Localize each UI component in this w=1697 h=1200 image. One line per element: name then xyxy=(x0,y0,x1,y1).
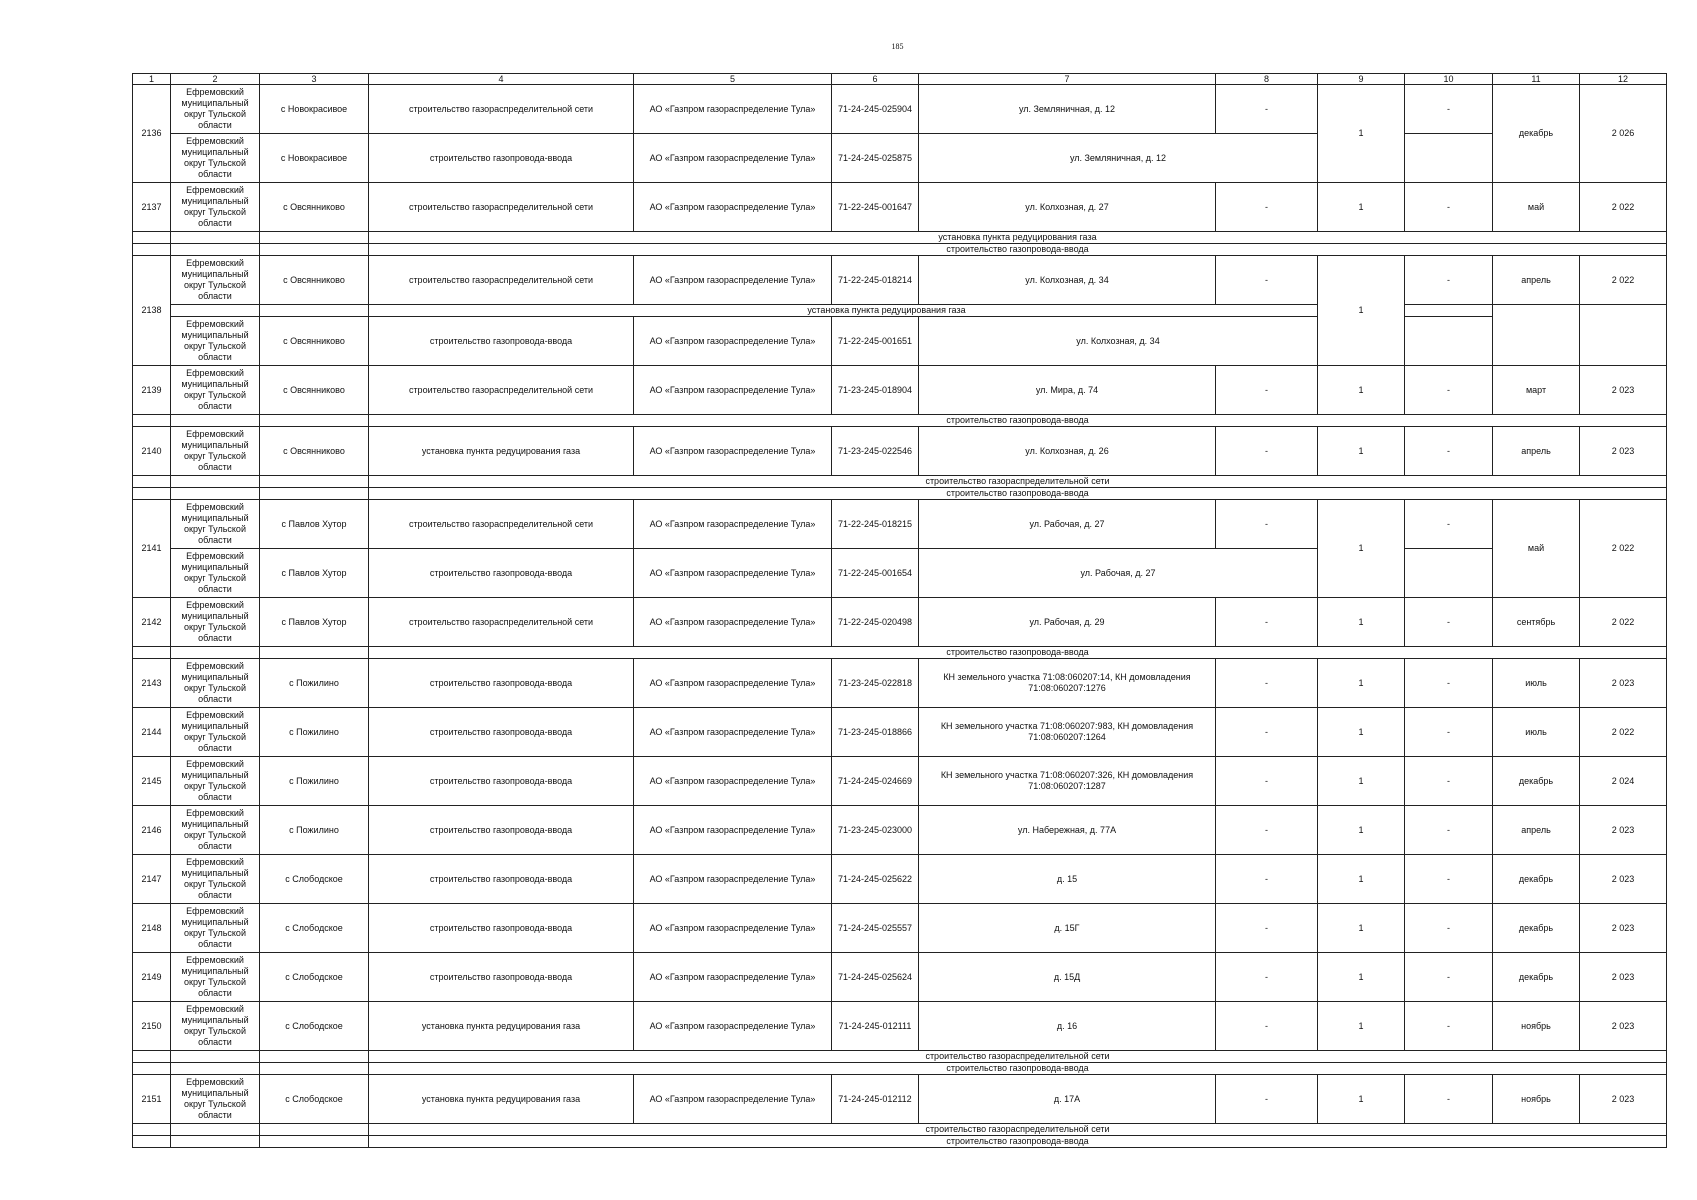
sub-work-row xyxy=(133,232,1667,244)
sub-work-cell: строительство газопровода-ввода xyxy=(369,1063,1667,1075)
table-row xyxy=(133,659,1667,708)
column-8-cell: - xyxy=(1216,855,1318,904)
sub-work-cell: строительство газопровода-ввода xyxy=(369,244,1667,256)
column-header: 10 xyxy=(1405,74,1493,85)
table-row xyxy=(133,904,1667,953)
row-number: 2145 xyxy=(133,757,171,806)
work-type-cell: строительство газопровода-ввода xyxy=(369,904,634,953)
column-9-cell: 1 xyxy=(1318,904,1405,953)
column-10-cell: - xyxy=(1405,85,1493,134)
organization-cell: АО «Газпром газораспределение Тула» xyxy=(634,1002,832,1051)
column-header: 7 xyxy=(919,74,1216,85)
village-cell: с Слободское xyxy=(260,904,369,953)
row-number: 2150 xyxy=(133,1002,171,1051)
year-cell: 2 026 xyxy=(1580,85,1667,183)
table-row xyxy=(133,427,1667,476)
sub-work-cell: строительство газораспределительной сети xyxy=(369,1051,1667,1063)
organization-cell: АО «Газпром газораспределение Тула» xyxy=(634,85,832,134)
district-cell: Ефремовский муниципальный округ Тульской области xyxy=(171,256,260,305)
work-type-cell: строительство газопровода-ввода xyxy=(369,757,634,806)
column-9-cell: 1 xyxy=(1318,598,1405,647)
address-cell: д. 17А xyxy=(919,1075,1216,1124)
address-cell: ул. Колхозная, д. 34 xyxy=(919,317,1318,366)
village-cell: с Овсянниково xyxy=(260,427,369,476)
organization-cell: АО «Газпром газораспределение Тула» xyxy=(634,708,832,757)
month-cell: март xyxy=(1493,366,1580,415)
year-cell: 2 023 xyxy=(1580,427,1667,476)
column-header: 11 xyxy=(1493,74,1580,85)
work-type-cell: строительство газопровода-ввода xyxy=(369,806,634,855)
column-8-cell: - xyxy=(1216,806,1318,855)
organization-cell: АО «Газпром газораспределение Тула» xyxy=(634,500,832,549)
village-cell: с Павлов Хутор xyxy=(260,549,369,598)
table-row xyxy=(133,757,1667,806)
address-cell: КН земельного участка 71:08:060207:14, КН домовладения 71:08:060207:1276 xyxy=(919,659,1216,708)
work-type-cell: строительство газораспределительной сети xyxy=(369,256,634,305)
month-cell: сентябрь xyxy=(1493,598,1580,647)
year-cell: 2 022 xyxy=(1580,598,1667,647)
gasification-register-table xyxy=(132,73,1667,1148)
work-type-cell: установка пункта редуцирования газа xyxy=(369,1002,634,1051)
row-number: 2137 xyxy=(133,183,171,232)
address-cell: д. 15Г xyxy=(919,904,1216,953)
month-cell: ноябрь xyxy=(1493,1002,1580,1051)
row-number: 2143 xyxy=(133,659,171,708)
column-10-cell: - xyxy=(1405,659,1493,708)
work-type-cell: строительство газопровода-ввода xyxy=(369,708,634,757)
sub-work-row xyxy=(133,647,1667,659)
application-code-cell: 71-22-245-020498 xyxy=(832,598,919,647)
application-code-cell: 71-24-245-024669 xyxy=(832,757,919,806)
month-cell: май xyxy=(1493,183,1580,232)
organization-cell: АО «Газпром газораспределение Тула» xyxy=(634,317,832,366)
year-cell: 2 023 xyxy=(1580,904,1667,953)
column-10-cell: - xyxy=(1405,953,1493,1002)
village-cell: с Пожилино xyxy=(260,806,369,855)
sub-work-cell: строительство газопровода-ввода xyxy=(369,415,1667,427)
year-cell: 2 022 xyxy=(1580,500,1667,598)
column-header: 9 xyxy=(1318,74,1405,85)
application-code-cell: 71-24-245-025557 xyxy=(832,904,919,953)
row-number: 2142 xyxy=(133,598,171,647)
address-cell: ул. Набережная, д. 77А xyxy=(919,806,1216,855)
address-cell: КН земельного участка 71:08:060207:983, КН домовладения 71:08:060207:1264 xyxy=(919,708,1216,757)
address-cell: ул. Колхозная, д. 26 xyxy=(919,427,1216,476)
village-cell: с Слободское xyxy=(260,953,369,1002)
column-header: 8 xyxy=(1216,74,1318,85)
organization-cell: АО «Газпром газораспределение Тула» xyxy=(634,855,832,904)
application-code-cell: 71-22-245-018214 xyxy=(832,256,919,305)
column-10-cell: - xyxy=(1405,183,1493,232)
work-type-cell: строительство газораспределительной сети xyxy=(369,500,634,549)
application-code-cell: 71-23-245-018904 xyxy=(832,366,919,415)
application-code-cell: 71-24-245-012112 xyxy=(832,1075,919,1124)
organization-cell: АО «Газпром газораспределение Тула» xyxy=(634,256,832,305)
column-header: 1 xyxy=(133,74,171,85)
column-8-cell: - xyxy=(1216,1075,1318,1124)
district-cell: Ефремовский муниципальный округ Тульской области xyxy=(171,366,260,415)
table-row xyxy=(133,134,1667,183)
address-cell: ул. Мира, д. 74 xyxy=(919,366,1216,415)
year-cell: 2 022 xyxy=(1580,183,1667,232)
month-cell: декабрь xyxy=(1493,85,1580,183)
page-number: 185 xyxy=(891,42,904,51)
district-cell: Ефремовский муниципальный округ Тульской области xyxy=(171,598,260,647)
organization-cell: АО «Газпром газораспределение Тула» xyxy=(634,659,832,708)
month-cell: декабрь xyxy=(1493,757,1580,806)
column-9-cell: 1 xyxy=(1318,659,1405,708)
work-type-cell: строительство газораспределительной сети xyxy=(369,85,634,134)
year-cell: 2 024 xyxy=(1580,757,1667,806)
address-cell: КН земельного участка 71:08:060207:326, КН домовладения 71:08:060207:1287 xyxy=(919,757,1216,806)
table-row xyxy=(133,953,1667,1002)
address-cell: ул. Земляничная, д. 12 xyxy=(919,134,1318,183)
year-cell: 2 023 xyxy=(1580,953,1667,1002)
column-10-cell: - xyxy=(1405,500,1493,549)
village-cell: с Слободское xyxy=(260,855,369,904)
row-number: 2148 xyxy=(133,904,171,953)
year-cell: 2 023 xyxy=(1580,855,1667,904)
work-type-cell: строительство газораспределительной сети xyxy=(369,366,634,415)
month-cell: июль xyxy=(1493,708,1580,757)
column-9-cell: 1 xyxy=(1318,500,1405,598)
district-cell: Ефремовский муниципальный округ Тульской области xyxy=(171,134,260,183)
application-code-cell: 71-24-245-025622 xyxy=(832,855,919,904)
district-cell: Ефремовский муниципальный округ Тульской области xyxy=(171,659,260,708)
year-cell: 2 022 xyxy=(1580,708,1667,757)
application-code-cell: 71-23-245-023000 xyxy=(832,806,919,855)
application-code-cell: 71-23-245-022818 xyxy=(832,659,919,708)
sub-work-cell: строительство газопровода-ввода xyxy=(369,1136,1667,1148)
district-cell: Ефремовский муниципальный округ Тульской области xyxy=(171,85,260,134)
sub-work-row xyxy=(133,1063,1667,1075)
sub-work-cell: строительство газораспределительной сети xyxy=(369,1124,1667,1136)
column-10-cell: - xyxy=(1405,427,1493,476)
column-10-cell: - xyxy=(1405,256,1493,305)
organization-cell: АО «Газпром газораспределение Тула» xyxy=(634,806,832,855)
organization-cell: АО «Газпром газораспределение Тула» xyxy=(634,1075,832,1124)
column-8-cell: - xyxy=(1216,183,1318,232)
address-cell: ул. Рабочая, д. 27 xyxy=(919,500,1216,549)
month-cell: апрель xyxy=(1493,427,1580,476)
district-cell: Ефремовский муниципальный округ Тульской области xyxy=(171,1002,260,1051)
organization-cell: АО «Газпром газораспределение Тула» xyxy=(634,953,832,1002)
column-header: 5 xyxy=(634,74,832,85)
column-10-cell: - xyxy=(1405,806,1493,855)
row-number: 2149 xyxy=(133,953,171,1002)
village-cell: с Овсянниково xyxy=(260,317,369,366)
column-8-cell: - xyxy=(1216,85,1318,134)
column-8-cell: - xyxy=(1216,500,1318,549)
column-10-cell: - xyxy=(1405,855,1493,904)
address-cell: ул. Рабочая, д. 27 xyxy=(919,549,1318,598)
work-type-cell: строительство газопровода-ввода xyxy=(369,659,634,708)
column-9-cell: 1 xyxy=(1318,953,1405,1002)
village-cell: с Пожилино xyxy=(260,659,369,708)
column-8-cell: - xyxy=(1216,256,1318,305)
sub-work-row xyxy=(133,415,1667,427)
district-cell: Ефремовский муниципальный округ Тульской области xyxy=(171,708,260,757)
district-cell: Ефремовский муниципальный округ Тульской области xyxy=(171,500,260,549)
work-type-cell: строительство газораспределительной сети xyxy=(369,183,634,232)
column-header: 12 xyxy=(1580,74,1667,85)
application-code-cell: 71-24-245-025904 xyxy=(832,85,919,134)
column-10-cell: - xyxy=(1405,1002,1493,1051)
application-code-cell: 71-22-245-018215 xyxy=(832,500,919,549)
district-cell: Ефремовский муниципальный округ Тульской области xyxy=(171,1075,260,1124)
year-cell: 2 023 xyxy=(1580,1002,1667,1051)
table-row xyxy=(133,366,1667,415)
month-cell: апрель xyxy=(1493,806,1580,855)
column-10-cell: - xyxy=(1405,598,1493,647)
column-9-cell: 1 xyxy=(1318,256,1405,366)
organization-cell: АО «Газпром газораспределение Тула» xyxy=(634,598,832,647)
column-header: 4 xyxy=(369,74,634,85)
table-row xyxy=(133,549,1667,598)
row-number: 2141 xyxy=(133,500,171,598)
address-cell: д. 15Д xyxy=(919,953,1216,1002)
table-row xyxy=(133,806,1667,855)
year-cell: 2 022 xyxy=(1580,256,1667,305)
address-cell: ул. Рабочая, д. 29 xyxy=(919,598,1216,647)
district-cell: Ефремовский муниципальный округ Тульской области xyxy=(171,806,260,855)
row-number: 2138 xyxy=(133,256,171,366)
month-cell: декабрь xyxy=(1493,855,1580,904)
application-code-cell: 71-23-245-022546 xyxy=(832,427,919,476)
district-cell: Ефремовский муниципальный округ Тульской области xyxy=(171,757,260,806)
address-cell: д. 16 xyxy=(919,1002,1216,1051)
sub-work-cell: установка пункта редуцирования газа xyxy=(369,305,1405,317)
row-number: 2147 xyxy=(133,855,171,904)
village-cell: с Новокрасивое xyxy=(260,85,369,134)
village-cell: с Павлов Хутор xyxy=(260,598,369,647)
column-header: 6 xyxy=(832,74,919,85)
application-code-cell: 71-24-245-025624 xyxy=(832,953,919,1002)
column-8-cell: - xyxy=(1216,598,1318,647)
column-9-cell: 1 xyxy=(1318,366,1405,415)
column-8-cell: - xyxy=(1216,708,1318,757)
column-10-cell: - xyxy=(1405,757,1493,806)
column-number-row xyxy=(133,74,1667,85)
sub-work-row xyxy=(133,1124,1667,1136)
district-cell: Ефремовский муниципальный округ Тульской области xyxy=(171,317,260,366)
district-cell: Ефремовский муниципальный округ Тульской области xyxy=(171,953,260,1002)
column-9-cell: 1 xyxy=(1318,1002,1405,1051)
row-number: 2144 xyxy=(133,708,171,757)
table-row xyxy=(133,1075,1667,1124)
month-cell: декабрь xyxy=(1493,953,1580,1002)
table-row xyxy=(133,598,1667,647)
column-8-cell: - xyxy=(1216,659,1318,708)
village-cell: с Слободское xyxy=(260,1075,369,1124)
application-code-cell: 71-22-245-001647 xyxy=(832,183,919,232)
work-type-cell: строительство газораспределительной сети xyxy=(369,598,634,647)
district-cell: Ефремовский муниципальный округ Тульской области xyxy=(171,855,260,904)
column-8-cell: - xyxy=(1216,427,1318,476)
month-cell: ноябрь xyxy=(1493,1075,1580,1124)
column-header: 2 xyxy=(171,74,260,85)
sub-work-cell: строительство газораспределительной сети xyxy=(369,476,1667,488)
column-9-cell: 1 xyxy=(1318,855,1405,904)
table-row xyxy=(133,1002,1667,1051)
work-type-cell: строительство газопровода-ввода xyxy=(369,134,634,183)
work-type-cell: строительство газопровода-ввода xyxy=(369,549,634,598)
month-cell: июль xyxy=(1493,659,1580,708)
district-cell: Ефремовский муниципальный округ Тульской области xyxy=(171,427,260,476)
table-row xyxy=(133,855,1667,904)
application-code-cell: 71-23-245-018866 xyxy=(832,708,919,757)
work-type-cell: установка пункта редуцирования газа xyxy=(369,1075,634,1124)
work-type-cell: строительство газопровода-ввода xyxy=(369,317,634,366)
table-row xyxy=(133,85,1667,134)
table-row xyxy=(133,317,1667,366)
row-number: 2146 xyxy=(133,806,171,855)
table-row xyxy=(133,500,1667,549)
organization-cell: АО «Газпром газораспределение Тула» xyxy=(634,427,832,476)
work-type-cell: строительство газопровода-ввода xyxy=(369,953,634,1002)
column-10-cell: - xyxy=(1405,708,1493,757)
application-code-cell: 71-24-245-025875 xyxy=(832,134,919,183)
organization-cell: АО «Газпром газораспределение Тула» xyxy=(634,134,832,183)
village-cell: с Овсянниково xyxy=(260,366,369,415)
year-cell: 2 023 xyxy=(1580,659,1667,708)
column-9-cell: 1 xyxy=(1318,757,1405,806)
month-cell: декабрь xyxy=(1493,904,1580,953)
district-cell: Ефремовский муниципальный округ Тульской области xyxy=(171,549,260,598)
organization-cell: АО «Газпром газораспределение Тула» xyxy=(634,904,832,953)
village-cell: с Новокрасивое xyxy=(260,134,369,183)
sub-work-row xyxy=(133,476,1667,488)
village-cell: с Овсянниково xyxy=(260,183,369,232)
table-row xyxy=(133,256,1667,305)
address-cell: ул. Колхозная, д. 27 xyxy=(919,183,1216,232)
column-8-cell: - xyxy=(1216,366,1318,415)
organization-cell: АО «Газпром газораспределение Тула» xyxy=(634,549,832,598)
table-row xyxy=(133,708,1667,757)
column-10-cell xyxy=(1405,134,1493,183)
column-10-cell: - xyxy=(1405,904,1493,953)
column-9-cell: 1 xyxy=(1318,427,1405,476)
organization-cell: АО «Газпром газораспределение Тула» xyxy=(634,366,832,415)
column-9-cell: 1 xyxy=(1318,183,1405,232)
year-cell: 2 023 xyxy=(1580,366,1667,415)
column-8-cell: - xyxy=(1216,1002,1318,1051)
village-cell: с Павлов Хутор xyxy=(260,500,369,549)
application-code-cell: 71-22-245-001651 xyxy=(832,317,919,366)
row-number: 2139 xyxy=(133,366,171,415)
column-8-cell: - xyxy=(1216,953,1318,1002)
work-type-cell: строительство газопровода-ввода xyxy=(369,855,634,904)
column-header: 3 xyxy=(260,74,369,85)
village-cell: с Слободское xyxy=(260,1002,369,1051)
month-cell: апрель xyxy=(1493,256,1580,305)
organization-cell: АО «Газпром газораспределение Тула» xyxy=(634,757,832,806)
year-cell: 2 023 xyxy=(1580,1075,1667,1124)
row-number: 2140 xyxy=(133,427,171,476)
year-cell: 2 023 xyxy=(1580,806,1667,855)
district-cell: Ефремовский муниципальный округ Тульской области xyxy=(171,904,260,953)
application-code-cell: 71-22-245-001654 xyxy=(832,549,919,598)
column-8-cell: - xyxy=(1216,757,1318,806)
village-cell: с Пожилино xyxy=(260,757,369,806)
work-type-cell: установка пункта редуцирования газа xyxy=(369,427,634,476)
column-9-cell: 1 xyxy=(1318,708,1405,757)
village-cell: с Овсянниково xyxy=(260,256,369,305)
address-cell: ул. Колхозная, д. 34 xyxy=(919,256,1216,305)
district-cell: Ефремовский муниципальный округ Тульской области xyxy=(171,183,260,232)
sub-work-cell: строительство газопровода-ввода xyxy=(369,488,1667,500)
column-9-cell: 1 xyxy=(1318,806,1405,855)
table-row xyxy=(133,183,1667,232)
sub-work-row xyxy=(133,305,1667,317)
row-number: 2151 xyxy=(133,1075,171,1124)
application-code-cell: 71-24-245-012111 xyxy=(832,1002,919,1051)
month-cell: май xyxy=(1493,500,1580,598)
sub-work-row xyxy=(133,1136,1667,1148)
column-10-cell: - xyxy=(1405,366,1493,415)
address-cell: д. 15 xyxy=(919,855,1216,904)
sub-work-row xyxy=(133,488,1667,500)
column-9-cell: 1 xyxy=(1318,85,1405,183)
sub-work-row xyxy=(133,244,1667,256)
column-10-cell: - xyxy=(1405,1075,1493,1124)
address-cell: ул. Земляничная, д. 12 xyxy=(919,85,1216,134)
row-number: 2136 xyxy=(133,85,171,183)
village-cell: с Пожилино xyxy=(260,708,369,757)
sub-work-cell: строительство газопровода-ввода xyxy=(369,647,1667,659)
column-9-cell: 1 xyxy=(1318,1075,1405,1124)
sub-work-row xyxy=(133,1051,1667,1063)
column-8-cell: - xyxy=(1216,904,1318,953)
sub-work-cell: установка пункта редуцирования газа xyxy=(369,232,1667,244)
organization-cell: АО «Газпром газораспределение Тула» xyxy=(634,183,832,232)
